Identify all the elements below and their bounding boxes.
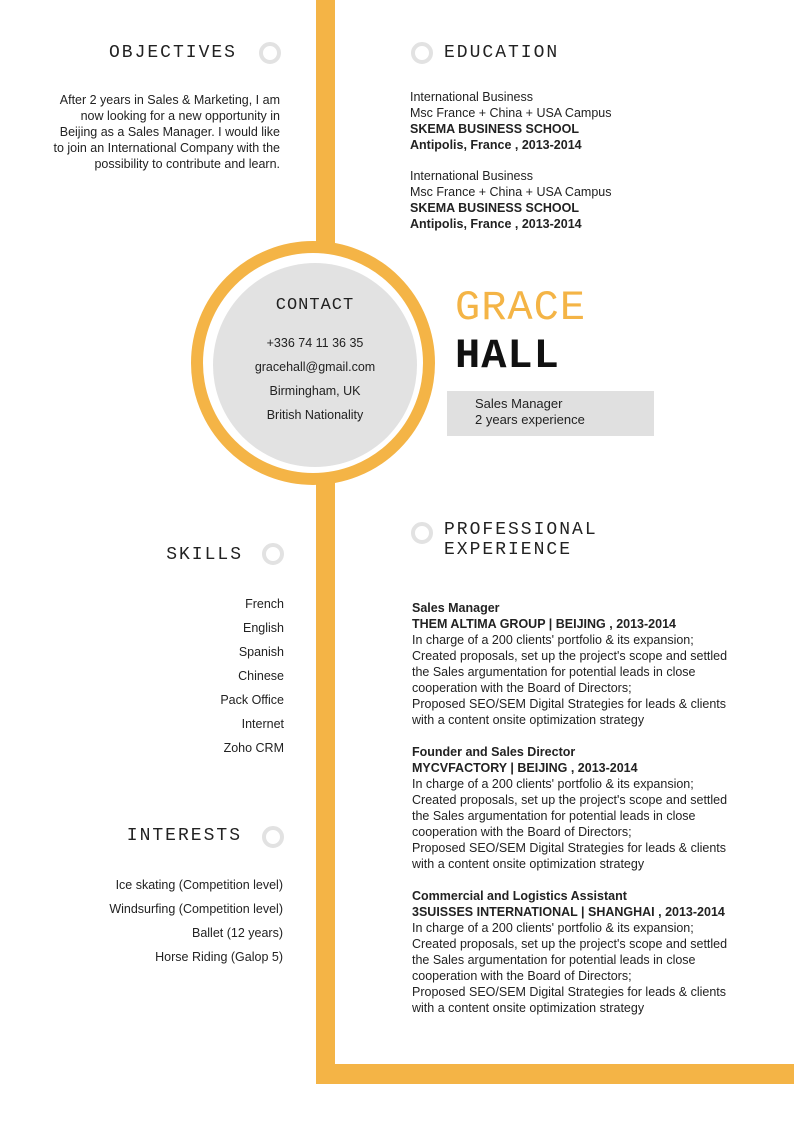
accent-bottom-line xyxy=(316,1064,794,1084)
contact-phone: +336 74 11 36 35 xyxy=(266,336,364,350)
contact-nationality: British Nationality xyxy=(266,408,364,422)
skill-item: French xyxy=(245,597,284,611)
education-entry xyxy=(410,168,690,232)
education-place: Antipolis, France , 2013-2014 xyxy=(410,217,582,231)
job-company: THEM ALTIMA GROUP | BEIJING , 2013-2014 xyxy=(412,617,676,631)
job-line: cooperation with the Board of Directors; xyxy=(412,681,632,695)
education-bullet-icon xyxy=(411,42,433,64)
job-company: MYCVFACTORY | BEIJING , 2013-2014 xyxy=(412,761,638,775)
job-line: Proposed SEO/SEM Digital Strategies for leads & clients xyxy=(412,985,727,999)
skill-item: Chinese xyxy=(238,669,284,683)
first-name: GRACE xyxy=(455,284,587,332)
education-school: SKEMA BUSINESS SCHOOL xyxy=(410,201,580,215)
objectives-text: After 2 years in Sales & Marketing, I am now looking for a new opportunity in Beijing as a Sales Manager. I would like to join an International Company with the possibility to contribute and learn. xyxy=(53,93,280,171)
job-title: Commercial and Logistics Assistant xyxy=(412,889,627,903)
last-name: HALL xyxy=(455,332,560,380)
contact-details xyxy=(213,331,417,427)
job-line: Created proposals, set up the project's scope and settled xyxy=(412,937,728,951)
job-line: with a content onsite optimization strategy xyxy=(412,1001,645,1015)
job-line: the Sales argumentation for potential leads in close xyxy=(412,953,696,967)
skills-bullet-icon xyxy=(262,543,284,565)
education-entry xyxy=(410,89,690,153)
job-line: Created proposals, set up the project's scope and settled xyxy=(412,793,728,807)
education-program: International Business xyxy=(410,169,533,183)
job-line: Proposed SEO/SEM Digital Strategies for leads & clients xyxy=(412,841,727,855)
job-line: Created proposals, set up the project's scope and settled xyxy=(412,649,728,663)
interest-item: Windsurfing (Competition level) xyxy=(109,902,283,916)
contact-location: Birmingham, UK xyxy=(269,384,361,398)
contact-email: gracehall@gmail.com xyxy=(254,360,376,374)
education-heading: EDUCATION xyxy=(444,43,560,63)
interests-bullet-icon xyxy=(262,826,284,848)
education-school: SKEMA BUSINESS SCHOOL xyxy=(410,122,580,136)
education-program: International Business xyxy=(410,90,533,104)
skill-item: Pack Office xyxy=(220,693,284,707)
interest-item: Ballet (12 years) xyxy=(191,926,283,940)
interest-item: Ice skating (Competition level) xyxy=(115,878,283,892)
skills-heading: SKILLS xyxy=(166,545,243,565)
education-campus: Msc France + China + USA Campus xyxy=(410,106,612,120)
contact-heading: CONTACT xyxy=(275,296,355,315)
interests-list xyxy=(60,873,283,969)
experience-heading-line2: EXPERIENCE xyxy=(444,540,573,560)
tagline-role: Sales Manager xyxy=(475,396,563,411)
job-line: cooperation with the Board of Directors; xyxy=(412,969,632,983)
skill-item: Spanish xyxy=(238,645,284,659)
interest-item: Horse Riding (Galop 5) xyxy=(155,950,283,964)
skill-item: English xyxy=(243,621,284,635)
objectives-bullet-icon xyxy=(259,42,281,64)
tagline-box xyxy=(447,391,654,436)
skills-list xyxy=(140,592,284,760)
job-title: Founder and Sales Director xyxy=(412,745,576,759)
experience-bullet-icon xyxy=(411,522,433,544)
objectives-heading: OBJECTIVES xyxy=(108,43,237,63)
accent-vertical-line xyxy=(316,0,335,1084)
skill-item: Zoho CRM xyxy=(223,741,284,755)
experience-heading xyxy=(444,520,598,560)
job-line: the Sales argumentation for potential leads in close xyxy=(412,809,696,823)
job-line: In charge of a 200 clients' portfolio & its expansion; xyxy=(412,921,694,935)
job-line: Proposed SEO/SEM Digital Strategies for leads & clients xyxy=(412,697,727,711)
skill-item: Internet xyxy=(241,717,284,731)
job-company: 3SUISSES INTERNATIONAL | SHANGHAI , 2013-2014 xyxy=(412,905,725,919)
interests-heading: INTERESTS xyxy=(126,826,242,846)
job-line: with a content onsite optimization strategy xyxy=(412,713,645,727)
tagline-experience: 2 years experience xyxy=(475,412,585,427)
education-campus: Msc France + China + USA Campus xyxy=(410,185,612,199)
job-line: In charge of a 200 clients' portfolio & its expansion; xyxy=(412,777,694,791)
experience-heading-line1: PROFESSIONAL xyxy=(444,520,598,540)
job-title: Sales Manager xyxy=(412,601,500,615)
education-place: Antipolis, France , 2013-2014 xyxy=(410,138,582,152)
experience-entry xyxy=(412,888,757,1016)
job-line: cooperation with the Board of Directors; xyxy=(412,825,632,839)
job-line: the Sales argumentation for potential leads in close xyxy=(412,665,696,679)
job-line: In charge of a 200 clients' portfolio & its expansion; xyxy=(412,633,694,647)
experience-entry xyxy=(412,744,757,872)
job-line: with a content onsite optimization strategy xyxy=(412,857,645,871)
experience-entry xyxy=(412,600,757,728)
